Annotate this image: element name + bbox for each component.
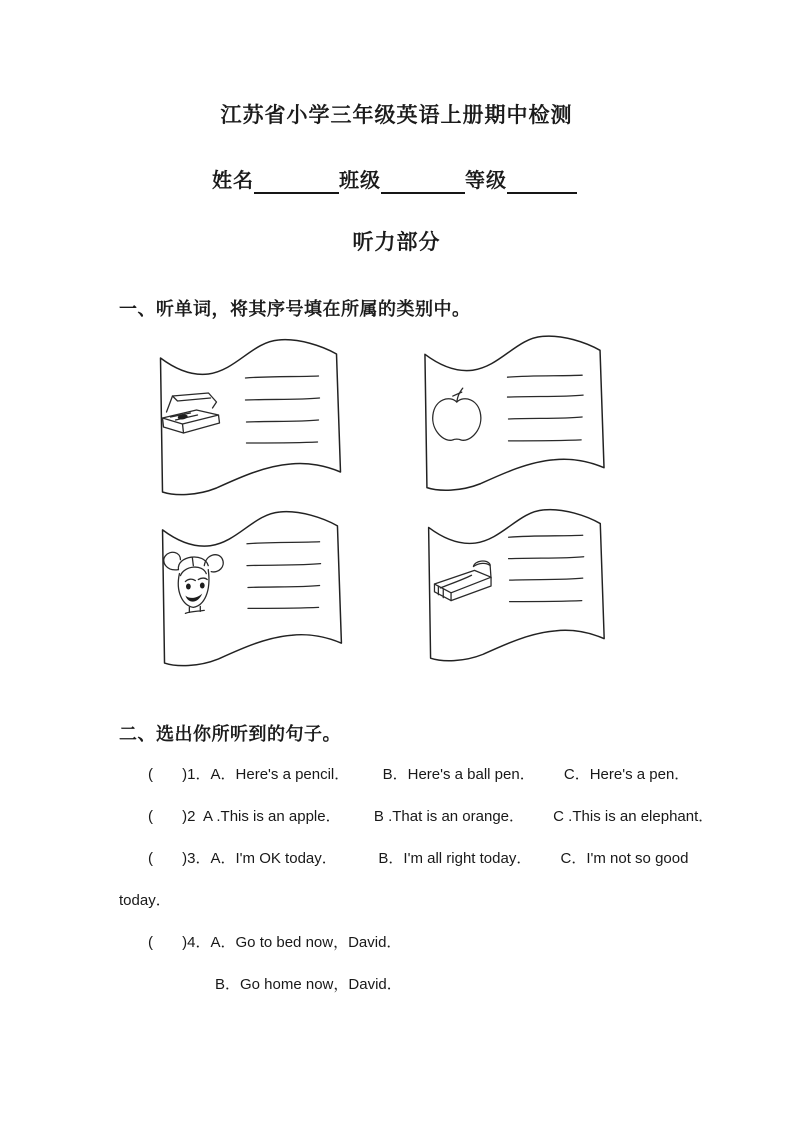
question-line-4 xyxy=(148,933,401,953)
exam-title: 江苏省小学三年级英语上册期中检测 xyxy=(220,104,573,127)
student-info-row xyxy=(212,168,577,194)
answer-bracket-1[interactable]: ( ) xyxy=(148,766,188,783)
grade-blank[interactable] xyxy=(507,168,577,194)
question-text-3b: today． xyxy=(119,892,171,909)
answer-lines[interactable] xyxy=(247,542,321,609)
pencil-case-icon xyxy=(163,393,220,433)
name-label: 姓名 xyxy=(212,170,254,192)
category-flag-school-things xyxy=(150,336,343,498)
category-flag-furniture xyxy=(415,506,610,664)
answer-lines[interactable] xyxy=(509,535,584,601)
category-flag-people xyxy=(152,508,344,669)
answer-bracket-2[interactable]: ( ) xyxy=(148,808,188,825)
category-flag-fruit xyxy=(415,331,606,495)
answer-lines[interactable] xyxy=(508,375,584,441)
class-blank[interactable] xyxy=(381,168,465,194)
question-line-3-continuation xyxy=(119,891,171,911)
question-text-4: 4．A．Go to bed now，David． xyxy=(187,934,402,951)
question-line-3 xyxy=(148,849,688,869)
part2-heading: 二、选出你所听到的句子。 xyxy=(119,724,341,744)
question-text-4b: B．Go home now，David． xyxy=(215,976,402,993)
bed-icon xyxy=(434,561,491,601)
apple-icon xyxy=(433,388,481,440)
flag-outline xyxy=(425,336,604,490)
girl-face-icon xyxy=(164,552,223,613)
question-text-2: 2 A .This is an apple． B .That is an orange． C .This is an elephant． xyxy=(187,808,714,825)
question-line-4-option-b xyxy=(215,975,402,995)
question-text-1: 1．A．Here's a pencil． B．Here's a ball pen． C．Here's a pen． xyxy=(187,766,690,783)
question-line-2 xyxy=(148,807,713,827)
grade-label: 等级 xyxy=(465,170,507,192)
part1-heading: 一、听单词，将其序号填在所属的类别中。 xyxy=(119,299,471,319)
question-line-1 xyxy=(148,765,689,785)
listening-section-title: 听力部分 xyxy=(352,231,441,254)
answer-bracket-3[interactable]: ( ) xyxy=(148,850,188,867)
name-blank[interactable] xyxy=(254,168,339,194)
answer-lines[interactable] xyxy=(246,376,320,443)
flag-outline xyxy=(429,510,605,661)
class-label: 班级 xyxy=(339,170,381,192)
question-text-3: 3．A．I'm OK today． B．I'm all right today． C．I'm not so good xyxy=(187,850,689,867)
answer-bracket-4[interactable]: ( ) xyxy=(148,934,188,951)
